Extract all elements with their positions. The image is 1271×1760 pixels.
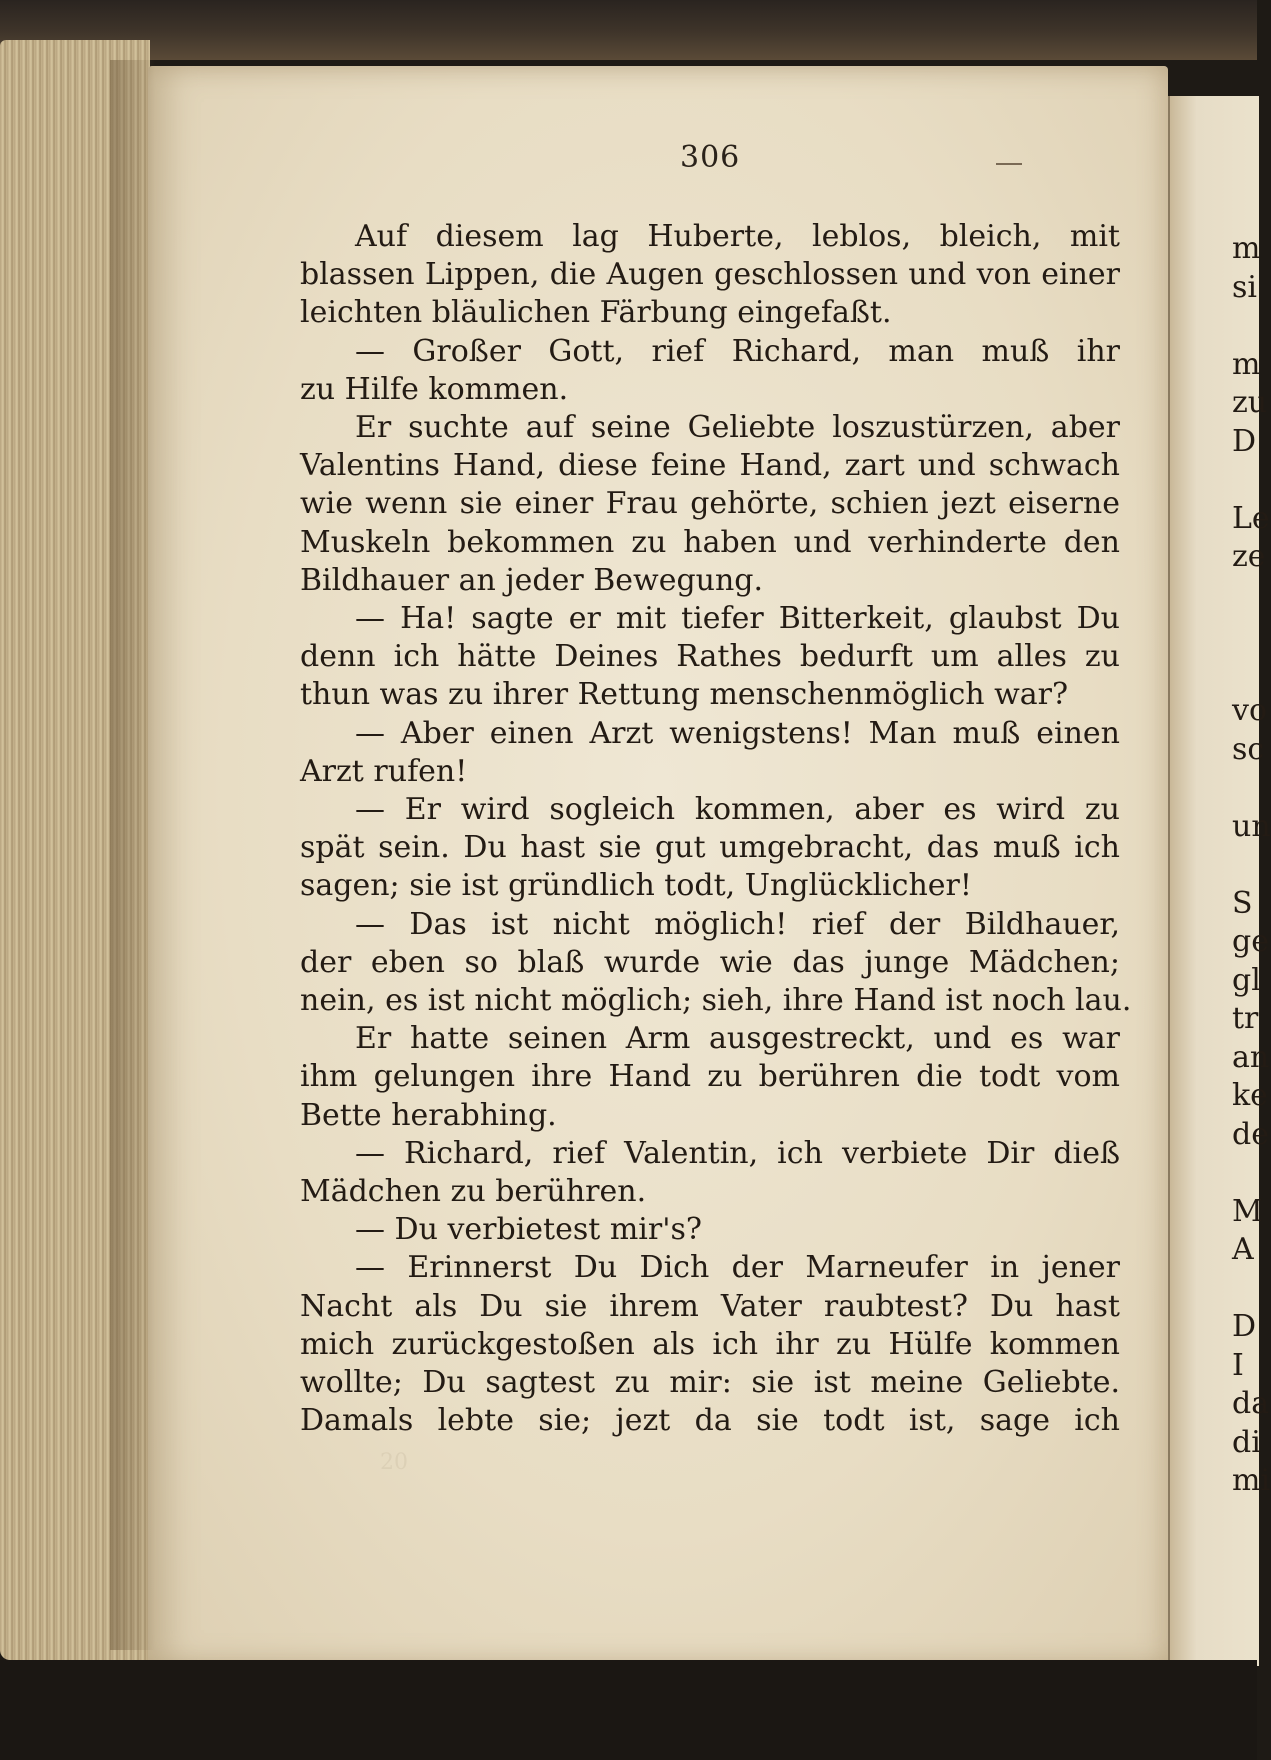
text-line: — Ha! sagte er mit tiefer Bitterkeit, glaubst Du [355,601,1120,637]
next-page-fragment: mi [1232,1463,1271,1498]
text-line: Arzt rufen! [300,753,468,789]
text-line: mich zurückgestoßen als ich ihr zu Hülfe kommen [300,1326,1120,1362]
next-page-fragment [1232,577,1257,616]
text-line: denn ich hätte Deines Rathes bedurft um alles zu [300,639,1120,675]
signature-mark: 20 [380,1450,408,1475]
next-page-fragment [1232,461,1257,500]
next-page-fragment: m [1232,231,1261,266]
text-line: — Erinnerst Du Dich der Marneufer in jener [355,1250,1120,1286]
text-line: — Das ist nicht möglich! rief der Bildhauer, [355,906,1120,942]
text-line: — Du verbietest mir's? [355,1212,702,1248]
text-line: blassen Lippen, die Augen geschlossen und von einer [300,257,1120,293]
text-line: Er suchte auf seine Geliebte loszustürzen, aber [355,410,1120,446]
next-page-fragment: M [1232,1193,1263,1229]
text-line: nein, es ist nicht möglich; sieh, ihre Hand ist noch lau. [300,983,1132,1019]
text-line: Bette herabhing. [300,1097,557,1133]
text-line: sagen; sie ist gründlich todt, Unglücklicher! [300,868,972,904]
text-line: Valentins Hand, diese feine Hand, zart und schwach [300,448,1120,484]
next-page-fragment [1232,769,1257,808]
next-page-fragment [1232,846,1257,885]
text-line: zu Hilfe kommen. [300,371,569,407]
text-line: Mädchen zu berühren. [300,1174,647,1210]
text-line: wie wenn sie einer Frau gehörte, schien jezt eiserne [300,486,1120,522]
text-line: — Richard, rief Valentin, ich verbiete Dir dieß [355,1135,1120,1171]
header-dash [996,163,1022,165]
next-page-fragment [1232,615,1257,654]
next-page-fragment: ge [1232,924,1269,959]
gutter-shadow [110,60,155,1650]
next-page-fragment: D [1232,1309,1257,1344]
next-page-fragment: sc [1232,731,1265,767]
next-page-fragment: m [1232,346,1261,382]
next-page-fragment: da [1232,1386,1270,1421]
text-line: Muskeln bekommen zu haben und verhinderte den [300,524,1120,560]
text-line: Bildhauer an jeder Bewegung. [300,562,764,598]
next-page-fragment: I [1232,1347,1244,1383]
next-page-fragment [1232,1154,1257,1193]
next-page-fragment: tr [1232,1001,1259,1036]
next-page-fragment: A [1232,1232,1254,1267]
text-line: — Großer Gott, rief Richard, man muß ihr [355,333,1120,369]
next-page-fragment: ze [1232,539,1266,574]
background-bottom [0,1660,1257,1760]
text-line: Auf diesem lag Huberte, leblos, bleich, mit [355,219,1120,254]
page-body-text [300,218,1132,1441]
text-line: Nacht als Du sie ihrem Vater raubtest? Du hast [300,1288,1120,1324]
text-line: spät sein. Du hast sie gut umgebracht, das muß ich [300,830,1120,866]
next-page-fragment: ke [1232,1078,1268,1113]
text-line: — Er wird sogleich kommen, aber es wird zu [355,792,1120,828]
book-top-edge [0,0,1257,60]
next-page-fragment: vo [1232,693,1268,728]
next-page-fragment [1232,654,1257,693]
next-page-fragment: gl [1232,962,1261,998]
text-line: — Aber einen Arzt wenigstens! Man muß einen [355,715,1120,751]
text-line: thun was zu ihrer Rettung menschenmöglich war? [300,677,1069,713]
next-page-fragment: si [1232,269,1257,305]
next-page-fragment: an [1232,1039,1270,1075]
text-line: der eben so blaß wurde wie das junge Mädchen; [300,944,1120,980]
text-line: wollte; Du sagtest zu mir: sie ist meine Geliebte. [300,1365,1120,1401]
next-page-fragment: zu [1232,385,1268,420]
next-page-fragments [1232,230,1271,1501]
next-page-fragment: D [1232,423,1257,459]
next-page-fragment: di [1232,1424,1261,1460]
next-page-fragment: S [1232,885,1253,921]
next-page-fragment: un [1232,808,1271,844]
text-line: leichten bläulichen Färbung eingefaßt. [300,295,892,331]
text-line: ihm gelungen ihre Hand zu berühren die todt vom [300,1059,1120,1095]
next-page-fragment [1232,1270,1257,1309]
next-page-fragment: Le [1232,500,1270,536]
next-page-fragment [1232,307,1257,346]
next-page-fragment: de [1232,1116,1269,1152]
text-line: Damals lebte sie; jezt da sie todt ist, sage ich [300,1403,1120,1439]
text-line: Er hatte seinen Arm ausgestreckt, und es war [355,1021,1120,1057]
page-number: 306 [680,140,741,175]
